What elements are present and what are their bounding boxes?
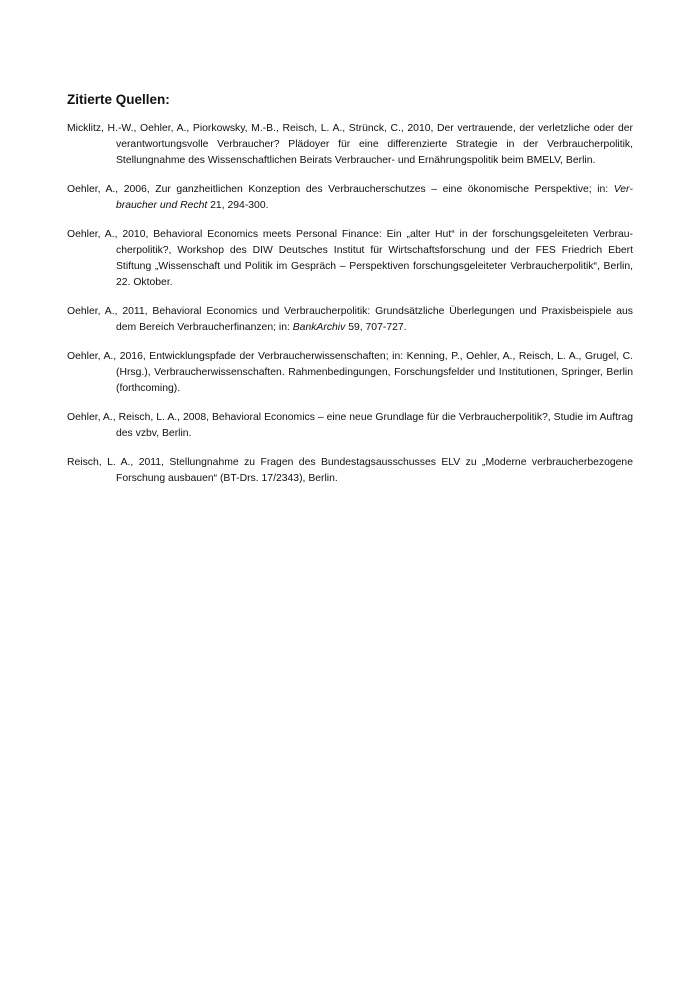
reference-italic: BankArchiv: [292, 322, 346, 333]
reference-text: Reisch, L. A., 2011, Stellungnahme zu Fragen des Bundestagsausschusses ELV zu „Moderne verbraucherbezogene Forschung ausbauen“ (BT-Drs. 17/2343), Berlin.: [67, 457, 633, 484]
reference-item: [67, 304, 633, 336]
reference-text: Oehler, A., 2006, Zur ganzheitlichen Konzeption des Verbraucherschutzes – eine ökonomische Perspektive; in:: [67, 184, 614, 195]
reference-list: [67, 121, 633, 487]
reference-item: [67, 227, 633, 291]
reference-text-end: 59, 707-727.: [345, 322, 407, 333]
reference-item: [67, 121, 633, 169]
reference-text: Micklitz, H.-W., Oehler, A., Piorkowsky, M.-B., Reisch, L. A., Strünck, C., 2010, Der vertrauende, der verletzliche oder der verantwortungsvolle Verbraucher? Plädoyer für eine differenzierte Strategie in der Verbraucherpolitik, Stellungnahme des Wissenschaftlichen Beirats Verbraucher- und Ernährungspolitik beim BMELV, Berlin.: [67, 123, 633, 166]
reference-item: [67, 455, 633, 487]
reference-item: [67, 410, 633, 442]
reference-italic: Verbraucher und Recht: [116, 184, 633, 211]
reference-text: Oehler, A., Reisch, L. A., 2008, Behavioral Economics – eine neue Grundlage für die Verbraucherpolitik?, Studie im Auftrag des vzbv, Berlin.: [67, 412, 633, 439]
reference-item: [67, 182, 633, 214]
reference-text: Oehler, A., 2011, Behavioral Economics und Verbraucherpolitik: Grundsätzliche Überlegungen und Praxisbeispiele aus dem Bereich Verbraucherfinanzen; in:: [67, 306, 633, 333]
reference-item: [67, 349, 633, 397]
reference-text: Oehler, A., 2010, Behavioral Economics meets Personal Finance: Ein „alter Hut“ in der forschungsgeleiteten Verbraucherpolitik?, Workshop des DIW Deutsches Institut für Wirtschaftsforschung und der FES Friedrich Ebert Stiftung „Wissenschaft und Politik im Gespräch – Perspektiven forschungsgeleiteter Verbraucherpolitik“, Berlin, 22. Oktober.: [67, 229, 633, 288]
references-section: [67, 91, 633, 500]
section-heading: Zitierte Quellen:: [67, 92, 170, 107]
reference-text: Oehler, A., 2016, Entwicklungspfade der Verbraucherwissenschaften; in: Kenning, P., Oehler, A., Reisch, L. A., Grugel, C. (Hrsg.), Verbraucherwissenschaften. Rahmenbedingungen, Forschungsfelder und Institutionen, Springer, Berlin (forthcoming).: [67, 351, 633, 394]
reference-text-end: 21, 294-300.: [207, 200, 269, 211]
